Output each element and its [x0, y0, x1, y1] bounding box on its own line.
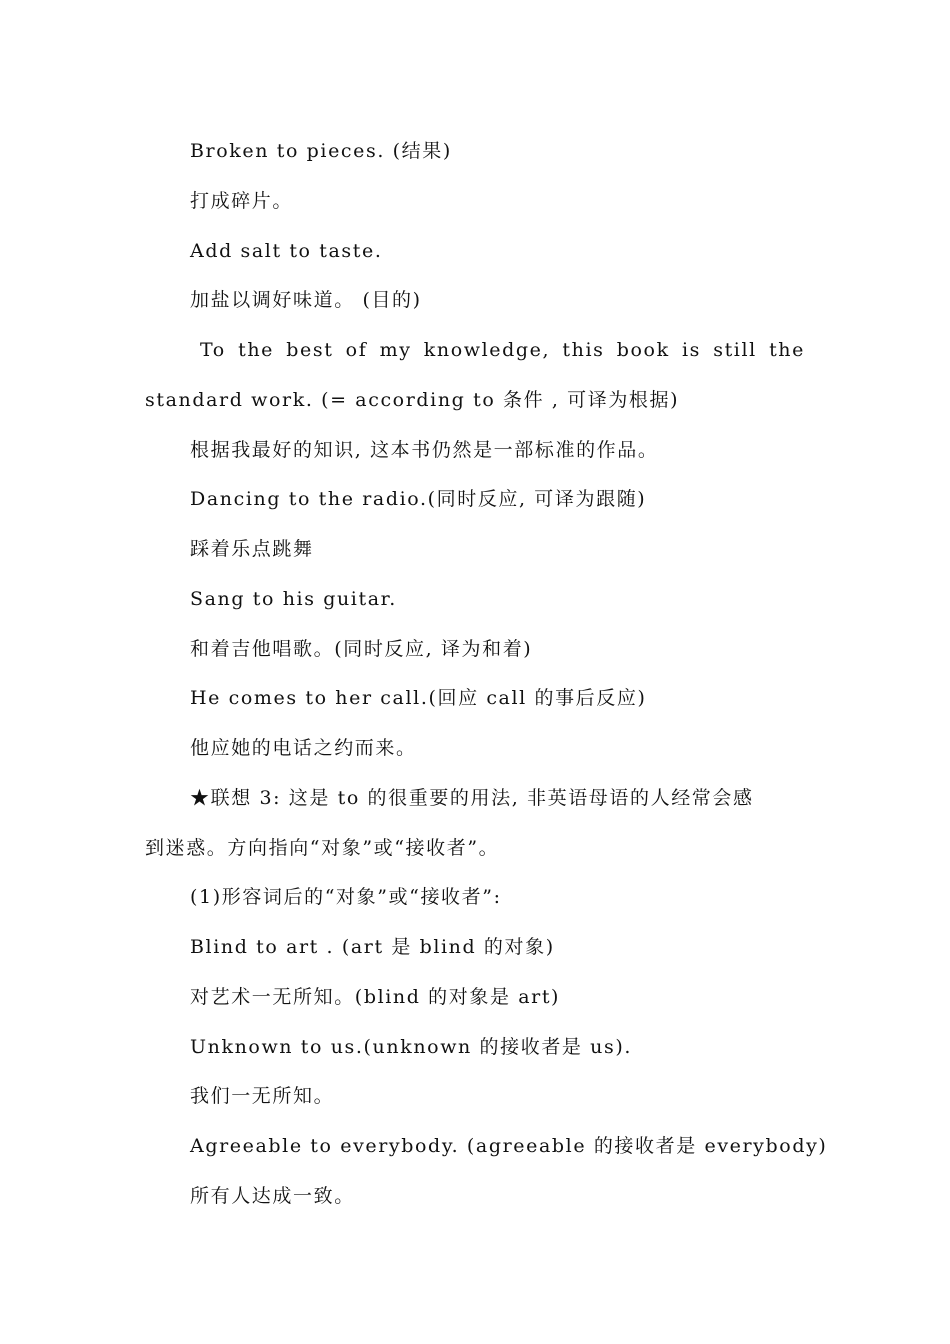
text-line: Agreeable to everybody. (agreeable 的接收者是 everybody) — [190, 1135, 828, 1157]
text-line: To the best of my knowledge, this book is still the — [200, 339, 805, 361]
text-line: 到迷惑。方向指向“对象”或“接收者”。 — [145, 837, 500, 859]
text-line: Dancing to the radio.(同时反应, 可译为跟随) — [190, 488, 647, 510]
text-line: standard work. (= according to 条件 , 可译为根据) — [145, 389, 680, 411]
text-line: Sang to his guitar. — [190, 588, 397, 610]
text-line: 他应她的电话之约而来。 — [190, 737, 417, 759]
text-line: 打成碎片。 — [190, 190, 294, 212]
text-line: 我们一无所知。 — [190, 1085, 335, 1107]
text-line: 根据我最好的知识, 这本书仍然是一部标准的作品。 — [190, 439, 659, 461]
text-line: 踩着乐点跳舞 — [190, 538, 314, 560]
text-line: Broken to pieces. (结果) — [190, 140, 452, 162]
text-line: He comes to her call.(回应 call 的事后反应) — [190, 687, 647, 709]
text-line: 和着吉他唱歌。(同时反应, 译为和着) — [190, 638, 533, 660]
text-line: 所有人达成一致。 — [190, 1185, 355, 1207]
text-line: 加盐以调好味道。 (目的) — [190, 289, 422, 311]
text-line: Unknown to us.(unknown 的接收者是 us). — [190, 1036, 633, 1058]
text-line: 对艺术一无所知。(blind 的对象是 art) — [190, 986, 561, 1008]
text-line: Blind to art . (art 是 blind 的对象) — [190, 936, 555, 958]
text-line: ★联想 3: 这是 to 的很重要的用法, 非英语母语的人经常会感 — [190, 787, 754, 809]
text-line: Add salt to taste. — [190, 240, 383, 262]
text-line: (1)形容词后的“对象”或“接收者”: — [190, 886, 502, 908]
